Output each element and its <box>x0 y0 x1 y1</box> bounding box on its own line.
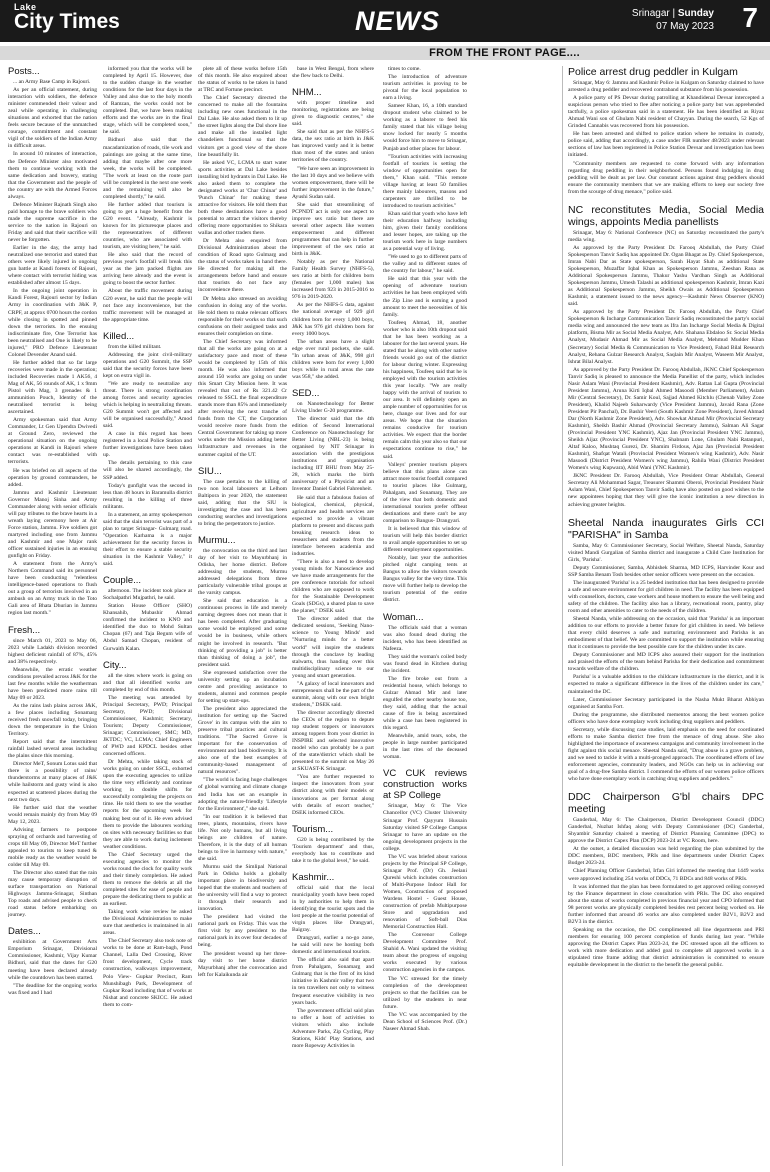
article-paragraph: He said that this year with the opening of adventure tourism activities he has been employed with the Zip Line and is earning a good amount to meet the necessities of his family. <box>383 276 467 318</box>
article-paragraph: Report said that the intermittent rainfall lashed several areas including the plains since this morning. <box>8 739 97 760</box>
article-paragraph: As per the NHFS-5 data, against the national average of 929 girl children born for every 1,000 boys, J&K has 976 girl children born for every 1000 boys. <box>292 302 374 337</box>
article-paragraph: The president had visited the national park on Friday. This was the first visit by any president to the national park in its over four decades of being. <box>198 914 287 949</box>
article-paragraph: Speaking on the occasion, the DC complimented all line departments and PRI members for ensuring 100 percent completion of funds during last year. "While approving the District Capex Plan 2023-24, the DC stressed upon all the officers to work with more dedication and added goal to complete all approved works in a stipulated time frame adding that district administration is committed to ensure equitable development in the district to the benefit the general public. <box>568 926 764 969</box>
article-paragraph: Chief Planning Officer Ganderbal, Irfan Giri informed the meeting that 1449 works were approved including 254 works of DDCs, 71 BDCs and 848 works of PRIs. <box>568 868 764 882</box>
dateline: Srinagar | Sunday 07 May 2023 <box>631 8 714 32</box>
column-5 <box>383 66 467 1166</box>
article-paragraph: from the killed militant. <box>108 343 162 350</box>
article-paragraph: The president wound up her three-day visit to her home district Mayurbhanj after the convocation and left for Kalaikunda air <box>198 950 287 978</box>
article-paragraph: Dr Mehta, while taking stock of works going on under SSCL, exhorted upon the executing agencies to utilize the time very efficiently and continue working in double shifts for successfully completing the projects on time. He told them to see the weather reports for the upcoming week for making best out of it. He even advised them to provide the labourers working on sites with necessary facilities so that they are able to work during inclement weather conditions. <box>103 759 192 850</box>
article-paragraph: Advising farmers to postpone spraying of orchards and harvesting of crops till May 09, Director MeT further appealed to tourists to keep tuned & mobile ready as the weather would be colder till May 09. <box>8 826 97 868</box>
article-paragraph: The meeting was attended by Principal Secretary, PWD; Principal Secretary, PWD; Divisional Commissioner, Kashmir; Secretary, Tourism; Deputy Commissioner, Srinagar; Commissioner, SMC; MD, JKTDC; VC, LCMA; Chief Engineers of PWD and KPDCL besides other concerned officers. <box>103 694 192 758</box>
article-paragraph: informed you that the works will be completed by April 15. However, due to the sudden change in the weather conditions for the last four days in the Valley and also due to the holy month of Ramzan, the works could not be completed. But, we have been making efforts and the works are in the final stage, which will be completed soon," he said. <box>103 66 192 136</box>
article-paragraph: "There is also a need to develop young minds for Nanoscience and we have made arrangements for the pre conference tutorials for school children who are supposed to work for the Sustainable Development Goals (SDGs), a shared plan to save the planet," DSEK said. <box>292 558 374 615</box>
article-paragraph: As approved by the Party President Dr. Farooq Abdullah, the Party Chief Spokesperson Tanvir Sadiq has appointed Dr. Ogan Bhagat as Dy. Chief Spokesperson, Imran Nabi Dar as State spokesperson, Sarah Hayat Shah as additional State Spokesperson, Muzaffar Iqbal Khan as Spokesperson Jammu, Zeeshan Rana as Additional Spokesperson Jammu, Thakur Yashu Vardhan Singh as Additional Spokesperson Jammu, Umesh Talashi as additional spokesperson Kashmir, Imran Kazi as Additional Spokesperson Jammu, Sheikh Owais as Additional Spokesperson Kashmir, a statement issued to the news agency—Kashmir News Observer (KNO) said. <box>568 244 764 308</box>
article-paragraph: G20 is being contributed by the 'Tourism department' and thus, everybody has to contribute and take it to the global level," he said. <box>292 836 374 864</box>
article-headline: VC CUK reviews construction works at SP College <box>383 768 467 802</box>
article-paragraph: Sheetal Nanda, while addressing on the occasion, said that 'Parisha' is an important addition to our efforts to provide a better future for girl children in need. We believe that every child deserves a safe and nurturing environment and Parisha is an embodiment of that belief. We are committed to support the institution while ensuring that it continues to provide the best possible care for the children under its care. <box>568 616 764 651</box>
article-paragraph: Ganderbal, May 6: The Chairperson, District Development Council (DDC) Ganderbal, Nuzhat Ishfaq along with Deputy Commissioner (DC) Ganderbal, Shyambir Saturday chaired a meeting of District Planning Committee (DPC) to approve the District Capex Plan (DCP) 2023-24 at VC Room, here. <box>568 817 764 845</box>
article-paragraph: He also said that the record of previous year's footfall will break this year as the jam packed flights are arriving here already and the event is going to boost the sector further. <box>103 252 192 287</box>
article-paragraph: Jammu and Kashmir Lieutenant Governor Manoj Sinha and Army Commander along with senior officials will pay tributes to the brave hearts in a wreath laying ceremony here at Air Force station, Jammu. Five soldiers got martyred including one from Jammu and Kashmir and one Major rank officer sustained injuries in an ensuing gunfight on Friday. <box>8 489 97 560</box>
article-paragraph: Dr Mehta also stressed on avoiding confusion in doing any of the works. He told them to make relevant officers responsible for their works so that such confusions on their assigned tasks and ensures their completion on time. <box>198 295 287 337</box>
article-paragraph: The officials said that a woman was also found dead during the incident, who has been identified as Nafeeza. <box>383 624 467 652</box>
article-paragraph: The VC stressed for the timely completion of the development projects so that the facilities can be utilized by the students in near future. <box>383 975 467 1010</box>
article-paragraph: The Chief Secretary directed the concerned to make all the fountains including new ones functional in the Dal Lake. He also asked them to lit up the street lights along the Dal shore line and make all the installed light chandeliers functional so that the visitors get a good view of the shore line beautifully lit. <box>198 95 287 158</box>
article-paragraph: He said that a fabulous fusion of biological, chemical, physical, agriculture and health services are expected to provide a vibrant platform to present and discuss path breaking research ideas to researchers and students from the interface between academia and industries. <box>292 494 374 557</box>
article-paragraph: "We used to go to different parts of the valley and to different states of the country for labour," he said. <box>383 254 467 275</box>
article-paragraph: Valleys' premier tourism players believe that this plans alone can attract more tourist footfall compared to tourist places like Gulmarg, Pahalgam, and Sonamarg. They are of the view that both domestic and international tourists prefer offbeat destinations and there can't be any comparison to Bangus- Drangyari. <box>383 461 467 524</box>
article-paragraph: The director added that the dedicated sessions, 'Seeking Nano-science to Young Minds' and "Nurturing minds for a better world" will inspire the students through the conclave by leading stalwarts, thus handing over this multidisciplinary science to our young and smart generation. <box>292 616 374 679</box>
article-headline: NHM... <box>292 87 322 99</box>
article-paragraph: The director accordingly directed the CEOs of the region to depute top student toppers or innovators among toppers from your district in INSPIRE and selected innovative model who can probably be a part of the state/district which shall be presented to the summit on May 26 at SKUAST-K Srinagar. <box>292 709 374 773</box>
article-paragraph: Meanwhile, the erratic weather conditions prevailed across J&K for the last few months while the weatherman have been predicted more rains till May 09 or 2023. <box>8 666 97 701</box>
article-paragraph: Defence Minister Rajnath Singh also paid homage to the brave soldiers who made the supreme sacrifice in the service to the nation in Rajouri on Friday and said that their sacrifice will never be forgotten. <box>8 201 97 244</box>
article-paragraph: all the sites where work is going on and that all identified works are completed by end of this month. <box>103 672 192 693</box>
article-paragraph: As per an official statement, during interaction with soldiers, the defence minister commended their valour and zeal while operating in challenging situations and exhorted that the nation feels secure because of the unmatched courage, commitment and constant vigil of the soldiers of the Indian Army in difficult areas. <box>8 87 97 150</box>
article-headline: SED... <box>292 387 320 399</box>
article-paragraph: Murmu said the Simlipal National Park in Odisha holds a globally important place in biodiversity and hoped that the students and teachers of the university will find a way to protect it through their research and innovation. <box>198 863 287 913</box>
column-4 <box>292 66 374 1166</box>
article-paragraph: She said that streamlining of PCPNDT act is only one aspect to improve sex ratio but there are several other aspects like women empowerment and different programmes that can help in further improvement of the sex ratio at birth in J&K. <box>292 201 374 258</box>
article-paragraph: ... an Army Base Camp in Rajouri. <box>13 79 91 85</box>
article-headline: SIU... <box>198 465 222 477</box>
article-paragraph: In a statement, an army spokesperson said that the slain terrorist was part of a plan to target Srinagar- Gulmarg road. "Operation Karhama is a major achievement for the security forces in their effort to ensure a stable security situation in the Kashmir Valley," it said. <box>103 511 192 568</box>
article-paragraph: The introduction of adventure tourism activities is proving to be pivotal for the local population to earn a living. <box>383 74 467 102</box>
article-paragraph: Army spokesman said that Army Commander, Lt Gen Upendra Dwivedi at Ground Zero, reviewed the operational situation on the ongoing operations at Kandi in Rajouri where contact was re-established with terrorists. <box>8 417 97 466</box>
article-headline: NC reconstitutes Media, Social Media wings, appoints Media panellists <box>568 203 764 228</box>
article-paragraph: The inaugurated 'Parisha' is a 25 bedded institution that has been designed to provide a safe and secure environment for girl children in need. The facility has been equipped with counsellors, doctors, case workers and house mothers to ensure the well being and safety of the children. The facility also has a library, recreational room, pantry, play room and other amenities to cater to the needs of the children. <box>568 579 764 614</box>
article-headline: City... <box>103 659 127 671</box>
article-paragraph: "Tourism activities with increasing footfall of tourists is setting the window of opportunities open for them," Khan said. "This remote village having at least 50 families there mainly labourers, masons and carpenters are thrilled to be introduced to tourism activities." <box>383 153 467 209</box>
article-paragraph: times to come. <box>388 66 421 72</box>
article-paragraph: He asked VC, LCMA to start water sports activities at Dal Lake besides installing bird hydrants in Dal Lake. He also asked them to complete the designated works at 'Char Chinar' and 'Punch Chinar' for making these attractive for visitors. He told them that both these destinations have a good potential to attract the visitors thereby offering more opportunities to Shikara wallas and other traders there. <box>198 159 287 237</box>
article-paragraph: A statement from the Army's Northern Command said its personnel have been conducting "relentless intelligence-based operations to flush out a group of terrorists involved in an ambush on an Army truck in the Toto Gali area of Bhata Dhurian in Jammu region last month." <box>8 561 97 617</box>
article-paragraph: Srinagar, May 6: The Vice Chancellor (VC) Cluster University Srinagar Prof. Qayyum Hussain Saturday visited SP College Campus Srinagar to have an update on the ongoing development projects in the college. <box>383 803 467 852</box>
article-paragraph: Drangyari, earlier a no-go zone, he said will now be hosting both domestic and international tourists. <box>292 935 374 956</box>
article-paragraph: "The deadline for the ongoing works was fixed and I had <box>8 982 97 996</box>
article-paragraph: JKNC President Dr. Farooq Abdullah, Vice President Omar Abdullah, General Secretary Ali Mohammad Sagar, Treasurer Shammi Oberoi, Provincial President Nasir Aslam Wani, Chief Spokesperson Tanvir Sadiq have also posted on good wishes to the new appointees hoping that they will give the iconic institution a new direction in achieving greater heights. <box>568 473 764 508</box>
article-paragraph: Deputy Commissioner, Samba, Abhishek Sharma, MD ICPS, Harvinder Kour and SSP Samba Benam Tosh besides other senior officers were present on the occasion. <box>568 564 764 578</box>
article-paragraph: They said the woman's coiled body was found dead in Kitchen during the incident. <box>383 653 467 674</box>
article-paragraph: She said that education is a continuous process in life and merely earning degrees does not mean that it has been completed. After graduating some would be employed and some would be in business, while others might be involved in research. "But thinking of providing a job" is better than thinking of doing a job", the president said. <box>198 598 287 668</box>
article-paragraph: Dr Mehta also enquired from Divisional Administration about the condition of Road upto Gulmarg and the status of works taken in hand there. He directed for making all the arrangements before hand and ensure that tourists do not face any inconvenience there. <box>198 238 287 294</box>
article-headline: Killed... <box>103 330 135 342</box>
article-paragraph: Today's gunfight was the second in less than 48 hours in Baramulla district resulting in the killing of three militants. <box>103 482 192 510</box>
article-paragraph: since March 01, 2023 to May 06, 2023 while Ladakh division recorded highest deficient rainfall of 87%, 45% and 38% respectively. <box>8 637 97 665</box>
article-paragraph: Taking work wise review he asked the Divisional Administration to make sure that aesthetics is maintained in all areas. <box>103 909 192 937</box>
article-paragraph: The case pertains to the killing of two non local labourers at Lelhom Baltipora in year 2020, the statement said, adding that the SIU is investigating the case and has been conducting searches and investigations to bring the perpetrators to justice. <box>198 478 287 527</box>
column-1 <box>8 66 97 1166</box>
article-headline: Sheetal Nanda inaugurates Girls CCI "PARISHA" in Samba <box>568 516 764 541</box>
section-band <box>0 46 770 60</box>
article-paragraph: "Community members are requested to come forward with any information regarding drug peddling in their neighborhood. Persons found indulging in drug peddling will be dealt as per law. Our constant actions against drug peddlers should ensure the community members that we are making efforts to keep our society free from the scourge of drug menace," police said. <box>568 160 764 195</box>
article-paragraph: Director MeT, Sonum Lotus said that there is a possibility of rains/ thunderstorms at many places of J&K while hailstorm and gusty wind is also expected at scattered places during the next two days. <box>8 761 97 803</box>
article-headline: Dates... <box>8 926 41 938</box>
masthead <box>0 0 770 42</box>
article-paragraph: The VC was accompanied by the Dean School of Sciences Prof. (Dr.) Naseer Ahmad Shah. <box>383 1011 467 1032</box>
article-paragraph: Notably as per the National Family Health Survey (NHFS-5), sex ratio at birth for children born (females per 1,000 males) has increased from 923 in 2015-2016 to 976 in 2019-2020. <box>292 259 374 301</box>
article-paragraph: During the programme, she distributed mementos among the best women police officers who have done exemplary work including drug suppliers and peddlers. <box>568 711 764 725</box>
article-headline: Fresh... <box>8 624 41 636</box>
day: Sunday <box>677 8 714 19</box>
article-paragraph: Later, Commissioner Secretary participated in the Nasha Mukt Bharat Abhiyan organised at Samba Fort. <box>568 696 764 710</box>
article-paragraph: plete all of these works before 15th of this month. He also enquired about the status of works to be taken in hand at TRC and Fortune precinct. <box>198 66 287 94</box>
article-headline: Kashmir... <box>292 871 335 883</box>
article-headline: DDC Chairperson G'bl chairs DPC meeting <box>568 791 764 816</box>
article-paragraph: Khan said that youth who have left their education halfway including him, given their family conditions and lesser hopes, are taking up the tourism work here in large numbers as a potential way of living. <box>383 210 467 253</box>
article-paragraph: Earlier in the day, the army had neutralized one terrorist and stated that others were likely injured in ongoing gun battle at Kandi forests of Rajouri, where contact with terrorist hiding was established after almost 15 days. <box>8 245 97 287</box>
article-paragraph: The Chief Secretary also took note of works to be done at Ram-bagh, Pond Channel, Lalla Ded Crossing, River front development, Cycle track construction, walkways improvement, Polo View- Gupkar Precinct, Ram Munshibagh Park, Development of Gupkar Road including that of works at Nishat and concrete SKICC. He asked them to com- <box>103 938 192 1008</box>
band-title: FROM THE FRONT PAGE.... <box>429 47 580 59</box>
article-paragraph: In around 10 minutes of interaction, the Defence Minister also motivated them to continue working with the same dedication and bravery, stating that the Government and the people of the country are with the Armed Forces always. <box>8 151 97 200</box>
article-headline: Tourism... <box>292 823 334 835</box>
article-paragraph: Deputy Commissioner and MD ICPS also assured their support for the institution and praised the efforts of the team behind Parisha for their dedication and commitment towards welfare of the children. <box>568 652 764 673</box>
city: Srinagar <box>631 8 670 19</box>
article-paragraph: The VC was briefed about various projects by the Principal SP College, Srinagar Prof. (Dr) Gh. Jeelani Qureshi which includes construction of Multi-Purpose Indoor Hall for Women, Construction of proposed Wardens Hostel - Guest House, construction of prefab Multipurpose Store and upgradation and renovation of Soft-ball Dias Memorial Construction Hall. <box>383 853 467 931</box>
article-paragraph: A police party of PS Devsar during patrolling at Khandidenal Devsar intercepted a suspicious person who tried to flee after noticing a police party but was apprehended tactfully, a police spokesman said in a statement. He has been identified as Riyaz Ahmad Wani son of Ghulam Nabi resident of Chayyan. During the search, 52 Kgs of Grinded Cannabis was recovered from his possession. <box>568 95 764 130</box>
article-paragraph: The fire broke out from a residential house, which belongs to Gulzar Ahmad Mir and later engulfed the other nearby house too, they said, adding that the actual cause of fire is being ascertained while a case has been registered in this regard. <box>383 675 467 732</box>
article-paragraph: Notably, last year the authorities pitched night camping tents at Bangus to allow the visitors towards Bangus valley for the very time. This move will further help to develop the tourism potential of the entire district. <box>383 555 467 604</box>
article-paragraph: The urban areas have a slight edge over rural pockets, she said. "In urban areas of J&K, 998 girl children were born for every 1,000 boys while in rural areas the rate was 958," she added. <box>292 338 374 380</box>
article-paragraph: He further said that the weather would remain mainly dry from May 09 May 12, 2023. <box>8 804 97 825</box>
article-paragraph: He further added that tourism is going to get a huge benefit from the G20 event. "Already, Kashmir is known for its picturesque places and the representatives of different countries, who are associated with tourism, are visiting here," he said. <box>103 201 192 251</box>
column-3 <box>198 66 287 1166</box>
article-headline: Murmu... <box>198 534 236 546</box>
article-paragraph: Samba, May 6: Commissioner Secretary, Social Welfare, Sheetal Nanda, Saturday visited Mandi Gurgalian of Samba district and inaugurate a Child Care Institution for Girls, 'Parisha'. <box>568 542 764 563</box>
article-paragraph: with proper timeline and monitoring, registrations are being given to diagnostic centres," she said. <box>292 100 374 128</box>
article-paragraph: "We have seen an improvement in the last 10 days and we believe with women empowerment, there will be further improvement in the future," Ayushi Sudan said. <box>292 165 374 200</box>
article-paragraph: The Chief Secretary urged the executing agencies to monitor the works round the clock for quality work and their timely completion. He asked them to remove the debris at all the completed sites for ease of people and prepare the dedicating them to public at an earliest. <box>103 851 192 908</box>
article-paragraph: He further added that so far large recoveries were made in the operation; included Recoveries made 1 AK56, 4 Mag of AK, 56 rounds of AK, 1 x 9mm Pistol with Mag, 3 grenades & 1 ammunition Pouch, Identity of the neutralised terrorist is being ascertained. <box>8 359 97 416</box>
article-paragraph: It is believed that this window of tourism will help this border district to avail ample opportunities to set up different employment opportunities. <box>383 526 467 554</box>
article-paragraph: In the ongoing joint operation in Kandi Forest, Rajouri sector by Indian Army in coordination with J&K P, CRPF, at approx 0700 hours the cordon while closing in spotted and pinned down the terrorists. In the ensuing indiscriminate fire, One Terrorist has been neutralised and One is likely to be injured," PRO Defence Lieutenant Colonel Devender Anand said. <box>8 288 97 358</box>
article-headline: Couple... <box>103 575 142 587</box>
article-headline: Posts... <box>8 66 40 77</box>
article-paragraph: The director said that the 4th edition of Second International Conference on Nanotechnology for Better Living (NBL-23) is being organised by NIT Srinagar in association with the prestigious institutions and organisation including IIT BHU from May 25-28, which marks the birth anniversary of a Physicist and an Inventor Daniel Gabriel Fahrenheit. <box>292 416 374 493</box>
article-paragraph: Srinagar, May 6: National Conference (NC) on Saturday reconstituted the party's media wing. <box>568 229 764 243</box>
article-paragraph: official said that the local municipality youth have been roped in by authorities to help them in identifying the tourist spots and the lost people at the tourist potential of virgin places like Drangyari, Baigray. <box>292 884 374 934</box>
article-paragraph: Toufeeq Ahmad, 18, another worker who is also 10th dropout said that he has been working as a labourer for the last several years. He stated that he along with other native friends would go out of the district for labour during winter. Expressing his happiness, Toufeeq said that he is employed with the tourism activities this year locally. "We are really happy with the arrival of tourists to our area. It will definitely open an ample number of opportunities for us here, change our lives and for our areas. We hope that the situation remains conducive for tourism activities. We expect that the border remain calm this year also so that our expectations continue to rise," he said. <box>383 319 467 460</box>
article-paragraph: She expressed satisfaction over the university setting up an incubation centre and providing assistance to students, alumni and common people for setting up start-ups. <box>198 669 287 704</box>
article-paragraph: "We are ready to neutralize any threat. There is strong coordination among forces and security agencies which is helping in neutralizing threats. G20 Summit won't get affected and will be organised successfully," Amod said. <box>103 380 192 430</box>
article-paragraph: the convocation on the third and last day of her visit to Mayurbhanj in Odisha, her home district. Before addressing the students, Murmu addressed delegations from three particularly vulnerable tribal groups at the varsity campus. <box>198 547 287 597</box>
article-paragraph: Secretary, while discussing case studies, laid emphasis on the need for coordinated efforts to make Samba district free from the menace of drug abuse. She also highlighted the importance of awareness campaigns and community involvement in the fight against this social menace. Sheetal Nanda said, "Drug abuse is a grave problem, and we need to tackle it with a multi-pronged approach. The coordinated efforts of law enforcement agencies, community leaders, and NGOs can help us in achieving our goal of a drug-free Samba district. I commend the efforts of our women police officers who have done exemplary work in catching drug suppliers and peddlers." <box>568 726 764 783</box>
article-paragraph: The president also appreciated the institution for setting up the 'Sacred Grove' in its campus with the aim to preserve tribal practices and cultural traditions. "The Sacred Grove is important for the conservation of environment and land biodiversity. It is also one of the best examples of community-based management of natural resources". <box>198 705 287 776</box>
article-paragraph: The Convenor College Development Committee Prof. Shahid A. Wani updated the visiting team about the progress of ongoing works executed by various construction agencies in the campus. <box>383 932 467 974</box>
article-paragraph: A case in this regard has been registered in a local Police Station and further investigations have been taken up. <box>103 431 192 459</box>
article-paragraph: "The world is facing huge challenges of global warming and climate change and India has set an example in adopting the nature-friendly 'Lifestyle for the Environment'," she said. <box>198 777 287 812</box>
article-paragraph: Bidhuri also said that the macadamization of roads, tile work and paintings are going at the same time, adding that maybe after one more week, the works will be completed. "The work at least on the route part will be completed in the next one week and the remaining will also be completed shortly," he said. <box>103 137 192 200</box>
newspaper-logo <box>14 2 120 34</box>
article-paragraph: "You are further requested to inspect the innovators from your district along with their models or innovations as per format along with details of escort teacher," DSEK informed CEOs. <box>292 774 374 816</box>
article-paragraph: Meanwhile, amid tears, sobs, the people in large number participated in the last rites of the deceased woman. <box>383 733 467 761</box>
article-paragraph: At the outset, a detailed discussion was held regarding the plan submitted by the DDC members, BDC members, PRIs and line departments under District Capex Budget 2023-24. <box>568 846 764 867</box>
article-paragraph: Addressing the joint civil-military operations and G20 Summit, the SSP said that the security forces have been kept on extra vigil in. <box>103 351 192 379</box>
logo-small: Lake <box>14 2 37 12</box>
article-headline: Police arrest drug peddler in Kulgam <box>568 66 738 78</box>
logo-big: City Times <box>14 10 120 33</box>
article-paragraph: "In our tradition it is believed that trees, plants, mountains, rivers have life. Not only humans, but all living beings are children of nature. Therefore, it is the duty of all human beings to live in harmony with nature," she said. <box>198 813 287 862</box>
article-paragraph: Srinagar, May 6: Jammu and Kashmir Police in Kulgam on Saturday claimed to have arrested a drug peddler and recovered contraband substance from his possession. <box>568 80 764 94</box>
article-paragraph: Station House Officer (SHO) Khansahib, Mubashir Ahmad confirmed the incident to KNO and identified the duo to Mohd Sultan Chopan (67) and Taja Begum wife of Abdul Samad Chopan, resident of Gurwaith Kalan. <box>103 603 192 652</box>
article-headline: Woman... <box>383 611 424 623</box>
article-paragraph: She said that as per the NHFS-5 data, the sex ratio at birth in J&K has improved vastly and it is better than most of the states and union territories of the country. <box>292 129 374 164</box>
article-paragraph: Parisha' is a valuable addition to the childcare infrastructure in the district, and it is expected to make a significant difference in the lives of the children under its care," maintained the DC. <box>568 674 764 695</box>
article-paragraph: "A galaxy of local innovators and entrepreneurs shall be the part of the summit, along with our own bright students," DSEK said. <box>292 680 374 708</box>
date: 07 May 2023 <box>656 21 714 32</box>
page-number: 7 <box>742 2 758 33</box>
column-6-wide <box>568 66 764 1166</box>
article-paragraph: It was informed that the plan has been formulated to get approved ceiling conveyed by the Finance department in close consultation with PRIs. The DC also enquired about the status of works completed in previous financial year and CPO informed that 98 percent works are physically completed besides rest percent being worked on. He further informed that around 46 works are also completed under B2V1, B2V2 and B2V3 in the district. <box>568 883 764 925</box>
article-paragraph: The Chief Secretary was informed that all the works are going on at a satisfactory pace and most of these would be completed by 15th of this month. He was also informed that around 150 works are going on under this Smart City Mission here. It was revealed that out of Rs 321.42 Cr released to SSCL the final expenditure stands more than 85% and immediately after receiving the next tranche of funds from the CT, the Corporation would receive more funds from the Central Government for taking up more works under the Mission adding better infrastructure and revenues in the summer capital of the UT. <box>198 338 287 458</box>
article-paragraph: Sameer Khan, 16, a 10th standard dropout student who claimed to be working as a laborer to feed his family stated that his village being snow locked for nearly 5 months would force him to move to Srinagar, Punjab and other places for labour. <box>383 103 467 152</box>
article-paragraph: He was briefed on all aspects of the operation by ground commanders, he added. <box>8 467 97 488</box>
article-paragraph: As approved by the Party President Dr. Farooq Abdullah, JKNC Chief Spokesperson Tanvir Sadiq is pleased to announce the Media Panellist of the party, which includes Nasir Aslam Wani (Provincial President Kashmir), Adv. Rattan Lal Gupta (Provincial President Jammu), Aruna Kirti Iqbal Ahmed Masoodi (Member Parliament), Aslam Mir (Central Secretary), Dr. Samir Koul, Sajjad Ahmed Kitchlu (Chenab Valley Zone President), Khalid Najeeb Suharwardy (Vice President Jammu), Javaid Rana (Zone President Pir Panchal), Dr. Bashir Veeri (South Kashmir Zone President), Javed Ahmad Dar (North Kashmir Zone President), Adv. Showkat Ahmad Mir (Provincial Secretary Kashmir), Sheikh Bashir Ahmad (Provincial Secretary Jammu), Salman Ali Sagar (Provincial President YNC Kashmir), Ajaz Jan (Provincial President YNC Jammu), Sheikh Aijaz (Provincial President YNC), Shabnam Lone, Ghulam Nabi Ratanpuri, Altaf Kaloo, Mushtaq Gurezi, Dr. Shamim Firdous, Ajaz Jan (Provincial President Kashmir), Shafqat Watali (Provincial President Women's wing Kashmir), Adv. Nasir Masoodi (District President Women's wing Jammu), Rahila Wani (District President Women's wing Kupwara), Abid Wani (YNC Kashmir). <box>568 366 764 472</box>
article-paragraph: exhibition at Government Arts Emporium Srinagar, Divisional Commissioner, Kashmir, Vijay Kumar Bidhuri, said that the dates for G20 meeting have been declared already while the countdown has been started. <box>8 939 97 981</box>
article-paragraph: The Director also stated that the rain may cause temporary disruption of surface transportation on National Highways Jammu-Srinagar, Sinthan Top roads and advised people to check road status before embarking on journey. <box>8 870 97 919</box>
column-2 <box>103 66 192 1166</box>
article-paragraph: He has been arrested and shifted to police station where he remains in custody, police said, adding that accordingly, a case under FIR number 48/2023 under relevant sections of law has been registered in Police Station Devsar and investigation has been initiated. <box>568 131 764 159</box>
section-name: NEWS <box>355 6 440 36</box>
article-paragraph: As approved by the Party President Dr. Farooq Abdullah, the Party Chief Spokesperson & Incharge Communication Tanvir Sadiq reconstituted the party's social media wing and announced the new team as Ifra Jan Incharge Social Media & Digital platform, Bisma Mir as Social Media Analyst, Adv. Shahana Ebdaloo Sr. Social Media Analyst, Mudasir Ahmad Mir as Social Media Analyst, Mehmud Mudder Khan (Secretary) Social Media & Communication to Vice President), Fahad Bilal Research Analyst, Rehana Gulzar Research Analyst, Saqlain Mir Analyst, Waseem Mir Analyst, Ishrat Bilal Analyst. <box>568 309 764 365</box>
article-paragraph: About the traffic movement during G20 event, he said that the people will not face any inconvenience, but the traffic movement will be managed at the appropriate time. <box>103 288 192 323</box>
article-paragraph: The government official said plan to offer a host of activities to visitors which also include Adventure Parks, Zip Cycling, Play Stations, Kids' Play Stations, and more Ropeway Activities in <box>292 1007 374 1049</box>
article-paragraph: As the rains lash plains across J&K, a few places including Sonamarg received fresh snowfall today, bringing down the temperature in the Union Territory. <box>8 702 97 738</box>
article-paragraph: on Nanotechnology for Better Living Under G-20 programme. <box>292 400 374 414</box>
article-paragraph: afternoon. The incident took place at Sochalpathri Mujpathri, he said. <box>103 588 192 602</box>
article-paragraph: base in West Bengal, from where she flew back to Delhi. <box>292 66 374 80</box>
article-paragraph: The official also said that apart from Pahalgam, Sonamarg and Gulmarg that is the first of its kind initiative in Kashmir valley that two in ten travellers not only to witness frequent executive visibility in two years back. <box>292 957 374 1006</box>
column-divider <box>562 66 563 1166</box>
article-paragraph: The details pertaining to this case will also be shared accordingly, the SSP added. <box>103 460 192 481</box>
